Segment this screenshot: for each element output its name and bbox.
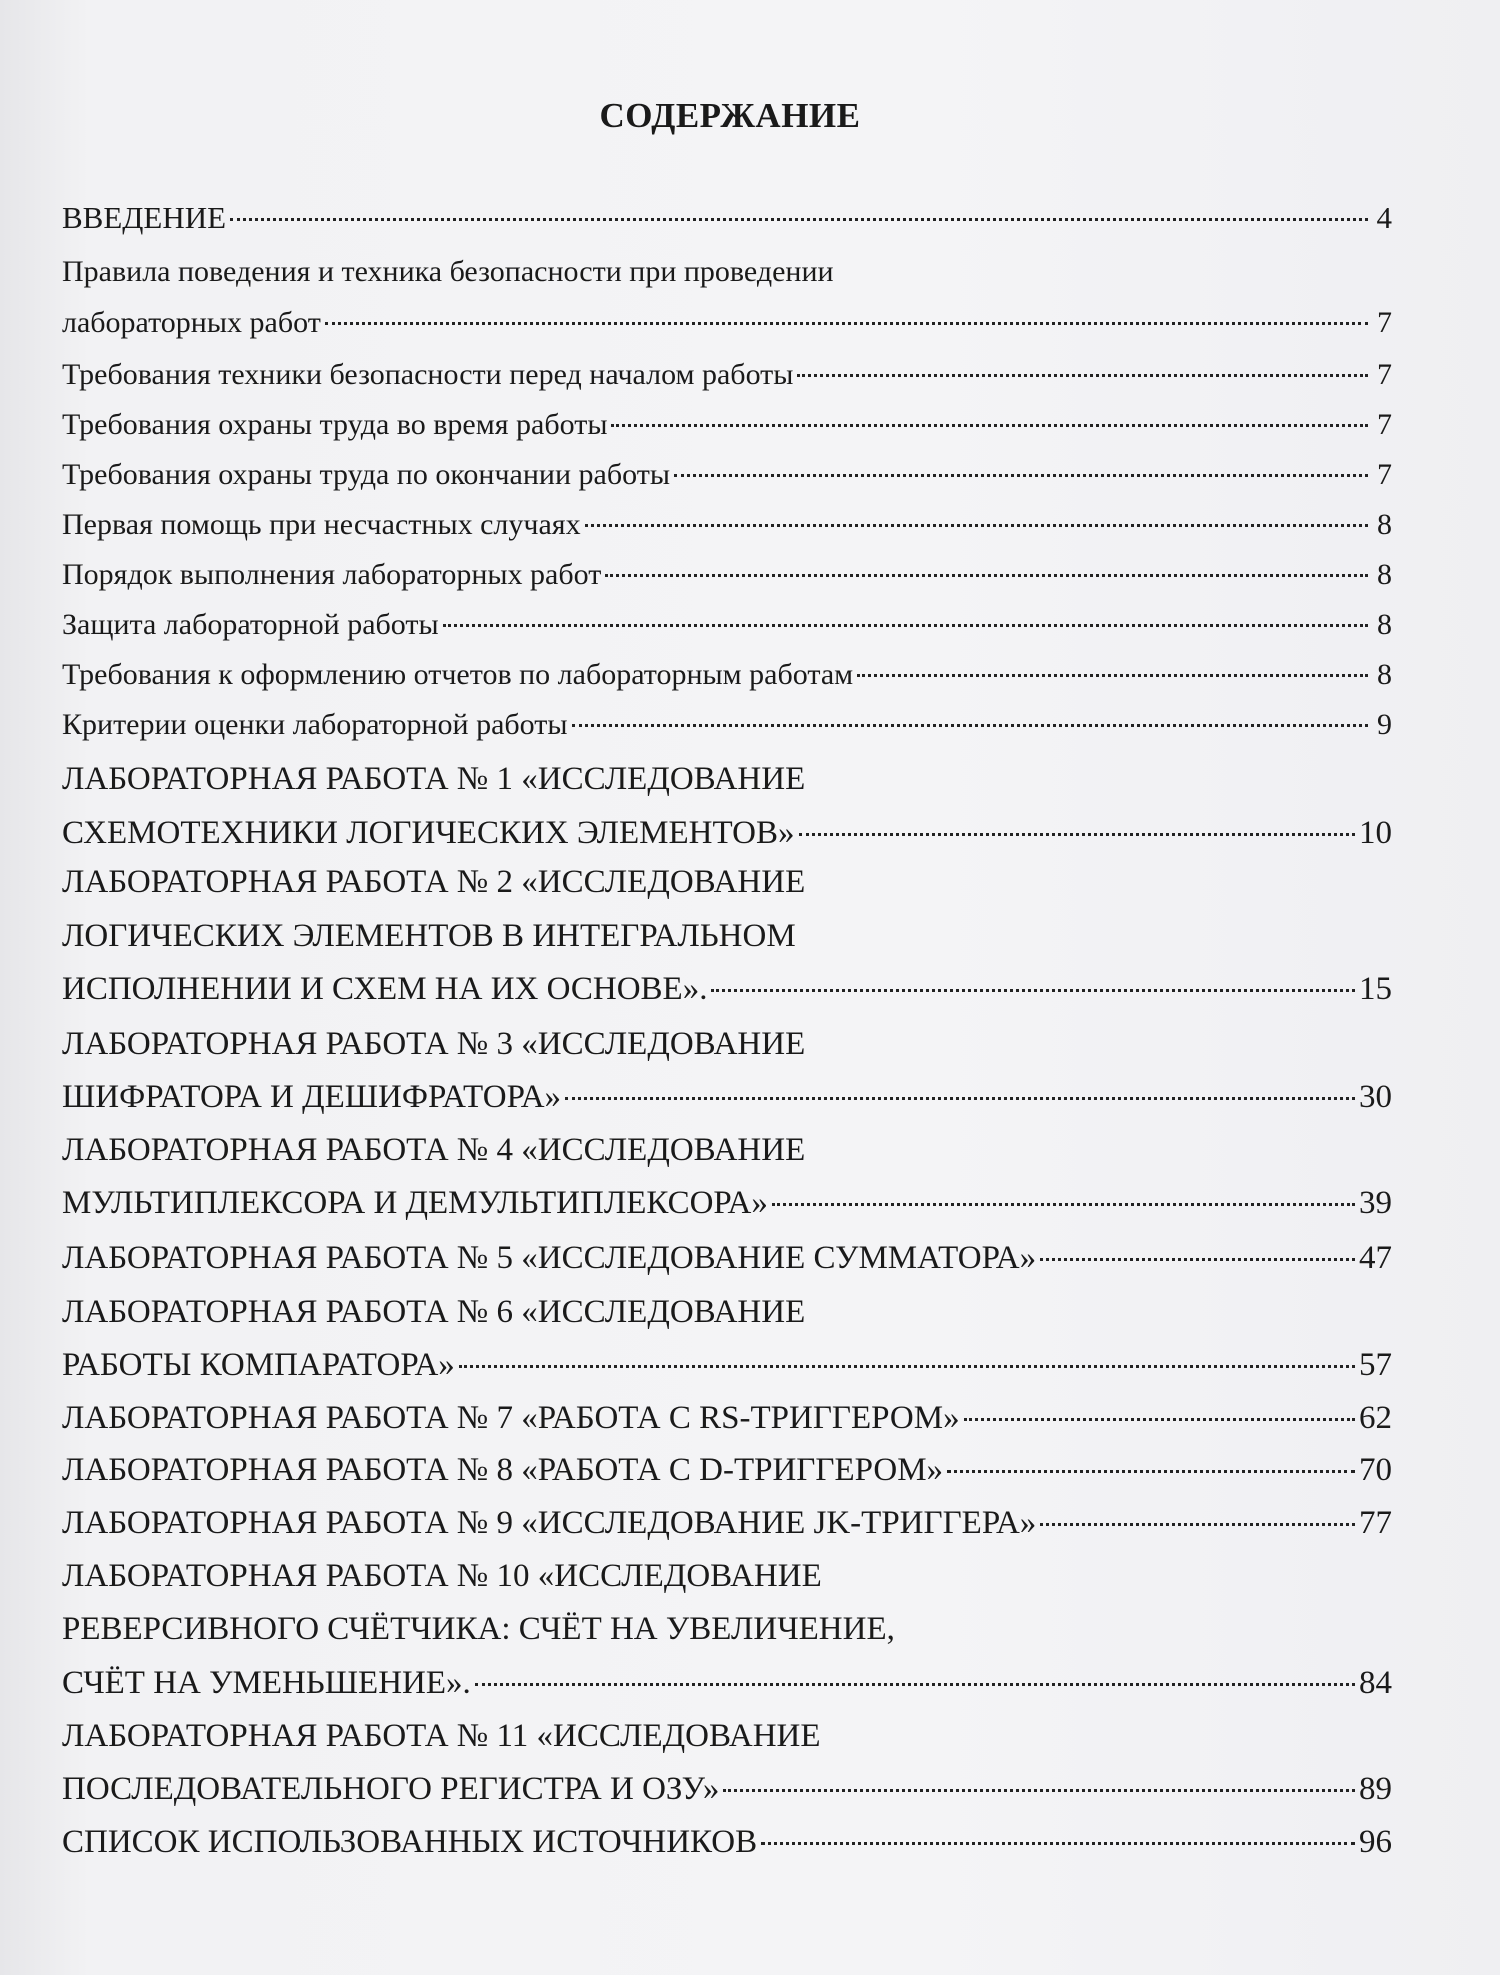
toc-entry-title: Требования охраны труда по окончании работы [62,458,670,491]
toc-page-number: 8 [1377,658,1392,691]
toc-entry [62,918,1392,955]
toc-entry-title: ПОСЛЕДОВАТЕЛЬНОГО РЕГИСТРА И ОЗУ» [62,1771,720,1807]
toc-entry-title: ЛАБОРАТОРНАЯ РАБОТА № 7 «РАБОТА С RS-ТРИГГЕРОМ» [62,1400,960,1436]
dot-leader [459,1365,1355,1368]
toc-entry-title: СПИСОК ИСПОЛЬЗОВАННЫХ ИСТОЧНИКОВ [62,1824,758,1860]
toc-entry-title: Правила поведения и техника безопасности при проведении [62,255,834,288]
toc-entry-title: РЕВЕРСИВНОГО СЧЁТЧИКА: СЧЁТ НА УВЕЛИЧЕНИЕ, [62,1611,895,1647]
toc-page-number: 4 [1376,200,1392,235]
toc-entry [62,708,1392,742]
toc-entry-title: ЛАБОРАТОРНАЯ РАБОТА № 4 «ИССЛЕДОВАНИЕ [62,1132,806,1168]
toc-entry [62,508,1392,542]
toc-entry-title: Требования к оформлению отчетов по лабораторным работам [62,658,854,691]
dot-leader [857,674,1368,677]
dot-leader [443,624,1368,627]
toc-entry [62,658,1392,692]
toc-entry [62,1611,1392,1648]
toc-entry [62,864,1392,901]
dot-leader [772,1203,1355,1206]
toc-entry-title: ЛАБОРАТОРНАЯ РАБОТА № 8 «РАБОТА С D-ТРИГГЕРОМ» [62,1452,944,1488]
toc-entry-title: ЛАБОРАТОРНАЯ РАБОТА № 3 «ИССЛЕДОВАНИЕ [62,1026,806,1062]
toc-page-number: 9 [1377,708,1392,741]
dot-leader [325,322,1368,325]
toc-entry [62,458,1392,492]
dot-leader [1040,1523,1355,1526]
dot-leader [761,1842,1355,1845]
toc-page-number: 84 [1359,1665,1392,1701]
dot-leader [797,374,1368,377]
toc-entry [62,1185,1392,1222]
toc-entry [62,608,1392,642]
toc-entry [62,306,1392,340]
toc-entry-title: Требования техники безопасности перед началом работы [62,358,794,391]
dot-leader [1040,1258,1355,1261]
dot-leader [572,724,1368,727]
toc-entry [62,1026,1392,1063]
dot-leader [711,989,1355,992]
toc-entry [62,255,1392,289]
toc-entry [62,1400,1392,1437]
toc-entry-title: РАБОТЫ КОМПАРАТОРА» [62,1347,455,1383]
toc-page-number: 8 [1377,608,1392,641]
dot-leader [605,574,1368,577]
toc-entry-title: Порядок выполнения лабораторных работ [62,558,602,591]
toc-entry [62,558,1392,592]
dot-leader [611,424,1368,427]
toc-page-number: 70 [1359,1452,1392,1488]
toc-entry [62,200,1392,236]
toc-entry-title: Первая помощь при несчастных случаях [62,508,581,541]
toc-entry [62,1347,1392,1384]
toc-entry-title: СЧЁТ НА УМЕНЬШЕНИЕ». [62,1665,471,1701]
toc-page-number: 15 [1359,971,1392,1007]
toc-entry [62,1665,1392,1702]
toc-entry [62,971,1392,1008]
toc-entry-title: ЛАБОРАТОРНАЯ РАБОТА № 10 «ИССЛЕДОВАНИЕ [62,1558,822,1594]
toc-page-number: 89 [1359,1771,1392,1807]
toc-entry-title: Критерии оценки лабораторной работы [62,708,568,741]
dot-leader [964,1418,1355,1421]
toc-entry [62,761,1392,798]
toc-entry-title: лабораторных работ [62,306,321,339]
toc-entry [62,1294,1392,1331]
dot-leader [475,1683,1355,1686]
toc-page-number: 57 [1359,1347,1392,1383]
toc-page-number: 7 [1377,408,1392,441]
dot-leader [230,218,1368,221]
toc-entry-title: ЛОГИЧЕСКИХ ЭЛЕМЕНТОВ В ИНТЕГРАЛЬНОМ [62,918,796,954]
toc-entry-title: Требования охраны труда во время работы [62,408,608,441]
toc-page-number: 7 [1377,358,1392,391]
dot-leader [947,1470,1355,1473]
toc-page-number: 7 [1377,306,1392,339]
toc-page-number: 8 [1377,508,1392,541]
toc-entry-title: ИСПОЛНЕНИИ И СХЕМ НА ИХ ОСНОВЕ». [62,971,708,1007]
toc-entry [62,1771,1392,1808]
toc-entry-title: ВВЕДЕНИЕ [62,200,227,235]
toc-entry [62,1505,1392,1542]
toc-page-number: 10 [1359,815,1392,851]
toc-entry-title: ЛАБОРАТОРНАЯ РАБОТА № 5 «ИССЛЕДОВАНИЕ СУММАТОРА» [62,1240,1037,1276]
toc-page-number: 8 [1377,558,1392,591]
toc-entry-title: ЛАБОРАТОРНАЯ РАБОТА № 9 «ИССЛЕДОВАНИЕ JK-ТРИГГЕРА» [62,1505,1037,1541]
toc-entry [62,408,1392,442]
toc-entry-title: Защита лабораторной работы [62,608,439,641]
toc-page-number: 30 [1359,1079,1392,1115]
toc-entry [62,358,1392,392]
toc-entry-title: ЛАБОРАТОРНАЯ РАБОТА № 1 «ИССЛЕДОВАНИЕ [62,761,806,797]
toc-entry-title: ШИФРАТОРА И ДЕШИФРАТОРА» [62,1079,562,1115]
toc-entry [62,1452,1392,1489]
toc-entry [62,1718,1392,1755]
toc-entry-title: МУЛЬТИПЛЕКСОРА И ДЕМУЛЬТИПЛЕКСОРА» [62,1185,768,1221]
dot-leader [585,524,1368,527]
toc-entry [62,1824,1392,1861]
toc-page-number: 77 [1359,1505,1392,1541]
toc-entry-title: ЛАБОРАТОРНАЯ РАБОТА № 6 «ИССЛЕДОВАНИЕ [62,1294,806,1330]
toc-entry [62,1079,1392,1116]
dot-leader [799,833,1355,836]
toc-entry-title: СХЕМОТЕХНИКИ ЛОГИЧЕСКИХ ЭЛЕМЕНТОВ» [62,815,795,851]
toc-entry [62,815,1392,852]
toc-page-number: 7 [1377,458,1392,491]
page-title: СОДЕРЖАНИЕ [599,96,861,135]
dot-leader [565,1097,1355,1100]
dot-leader [723,1789,1355,1792]
dot-leader [674,474,1368,477]
toc-entry-title: ЛАБОРАТОРНАЯ РАБОТА № 2 «ИССЛЕДОВАНИЕ [62,864,806,900]
toc-page-number: 47 [1359,1240,1392,1276]
toc-entry [62,1558,1392,1595]
toc-entry [62,1132,1392,1169]
toc-entry [62,1240,1392,1277]
toc-page-number: 62 [1359,1400,1392,1436]
toc-entry-title: ЛАБОРАТОРНАЯ РАБОТА № 11 «ИССЛЕДОВАНИЕ [62,1718,821,1754]
toc-page-number: 39 [1359,1185,1392,1221]
toc-page-number: 96 [1359,1824,1392,1860]
